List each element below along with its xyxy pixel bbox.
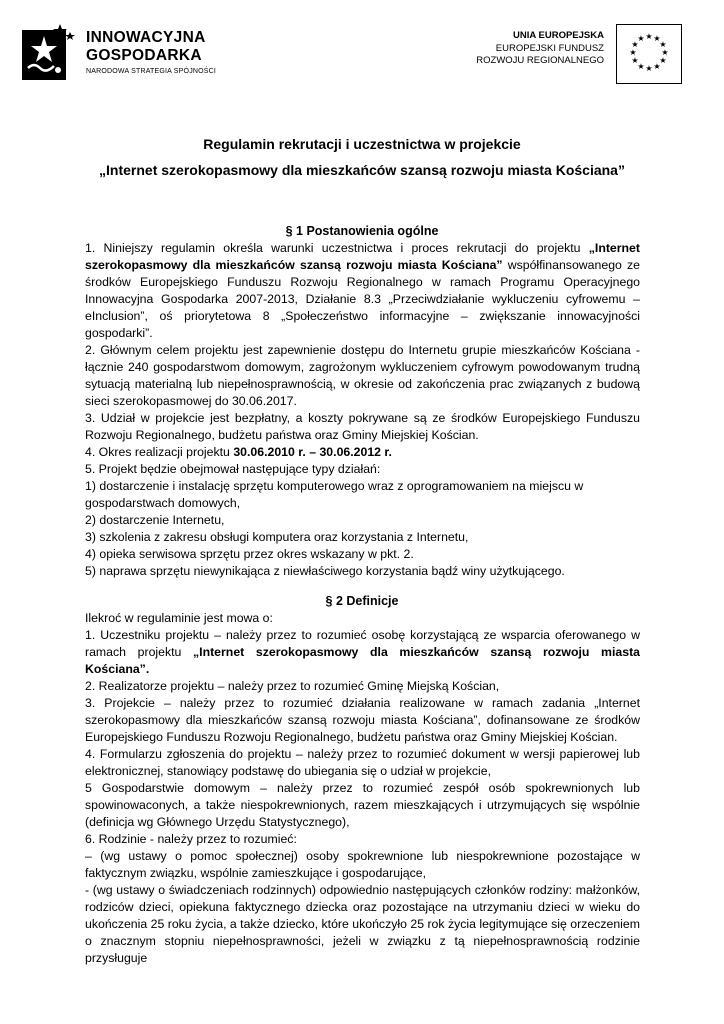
definition-2: 2. Realizatorze projektu – należy przez to rozumieć Gminę Miejską Kościan, xyxy=(85,679,500,693)
list-item: 3) szkolenia z zakresu obsługi komputera oraz korzystania z Internetu, xyxy=(85,530,469,544)
document-title-line-1: Regulamin rekrutacji i uczestnictwa w projekcie xyxy=(203,136,521,152)
svg-text:★: ★ xyxy=(653,62,661,71)
section-2-heading: § 2 Definicje xyxy=(325,594,399,608)
logo-line-2: GOSPODARKA xyxy=(86,47,202,64)
definition-6: 6. Rodzinie - należy przez to rozumieć: xyxy=(85,832,297,846)
svg-text:★: ★ xyxy=(645,32,653,41)
paragraph-4-text: 4. Okres realizacji projektu xyxy=(85,445,234,459)
innowacyjna-gospodarka-logo xyxy=(20,20,250,82)
star-figure-icon xyxy=(20,24,82,82)
paragraph-5: 5. Projekt będzie obejmował następujące typy działań: xyxy=(85,462,381,476)
eu-line-1: UNIA EUROPEJSKA xyxy=(513,30,604,41)
paragraph-1-text-cont: współfinansowanego ze środków Europejskiego Funduszu Rozwoju Regionalnego w ramach Programu Operacyjnego Innowacyjna Gospodarka 2007-2013, Działanie 8.3 „Przeciwdziałanie wykluczeniu cyfrowemu – eInclusion”, oś priorytetowa 8 „Społeczeństwo informacyjne – zwiększanie innowacyjności gospodarki”. xyxy=(85,258,640,340)
paragraph-3: 3. Udział w projekcie jest bezpłatny, a koszty pokrywane są ze środków Europejskiego Funduszu Rozwoju Regionalnego, budżetu państwa oraz Gminy Miejskiej Kościan. xyxy=(85,411,640,442)
logo-line-1: INNOWACYJNA xyxy=(86,29,206,46)
section-1-body xyxy=(85,240,640,580)
svg-text:★: ★ xyxy=(645,64,653,73)
svg-text:★: ★ xyxy=(659,56,667,65)
eu-logo xyxy=(466,22,696,84)
svg-text:★: ★ xyxy=(631,56,639,65)
paragraph-4 xyxy=(85,444,640,461)
eu-line-2: EUROPEJSKI FUNDUSZ xyxy=(495,42,604,54)
list-item: 2) dostarczenie Internetu, xyxy=(85,513,225,527)
eu-flag-icon xyxy=(616,24,682,84)
svg-text:★: ★ xyxy=(659,40,667,49)
paragraph-2: 2. Głównym celem projektu jest zapewnienie dostępu do Internetu grupie mieszkańców Kościana - łącznie 240 gospodarstwom domowym, zagrożonym wykluczeniem cyfrowym powodowanym trudną sytuacją materialną lub niepełnosprawnością, w okresie od zakończenia prac związanych z budową sieci szerokopasmowej do 30.06.2017. xyxy=(85,343,640,408)
section-2-body xyxy=(85,610,640,967)
eu-logo-text xyxy=(466,30,604,68)
project-name-bold: „Internet szerokopasmowy dla mieszkańców szansą rozwoju miasta Kościana”. xyxy=(85,645,640,676)
definition-5: 5 Gospodarstwie domowym – należy przez to rozumieć zespół osób spokrewnionych lub spowinowaconych, a także niespokrewnionych, razem mieszkających i utrzymujących się wspólnie (definicja wg Głównego Urzędu Statystycznego), xyxy=(85,781,640,829)
svg-text:★: ★ xyxy=(637,34,645,43)
project-name-bold: „Internet szerokopasmowy dla mieszkańców szansą rozwoju miasta Kościana” xyxy=(85,241,640,272)
eu-line-3: ROZWOJU REGIONALNEGO xyxy=(476,55,604,66)
svg-text:★: ★ xyxy=(637,62,645,71)
definition-1 xyxy=(85,627,640,678)
definition-1-text: 1. Uczestniku projektu – należy przez to rozumieć osobę korzystającą ze wsparcia oferowanego w ramach projektu xyxy=(85,628,640,659)
list-item: 4) opieka serwisowa sprzętu przez okres wskazany w pkt. 2. xyxy=(85,547,414,561)
definition-3: 3. Projekcie – należy przez to rozumieć działania realizowane w ramach zadania „Internet szerokopasmowy dla mieszkańców szansą rozwoju miasta Kościana”, dofinansowane ze środków Europejskiego Funduszu Rozwoju Regionalnego, budżetu państwa oraz Gminy Miejskiej Kościan. xyxy=(85,696,640,744)
document-title-line-2: „Internet szerokopasmowy dla mieszkańców szansą rozwoju miasta Kościana” xyxy=(99,162,625,178)
definitions-intro: Ilekroć w regulaminie jest mowa o: xyxy=(85,611,273,625)
svg-text:★: ★ xyxy=(629,48,637,57)
section-1-heading: § 1 Postanowienia ogólne xyxy=(285,224,439,238)
svg-text:★: ★ xyxy=(631,40,639,49)
svg-text:★: ★ xyxy=(653,34,661,43)
project-period-bold: 30.06.2010 r. – 30.06.2012 r. xyxy=(233,445,392,459)
list-item: 1) dostarczenie i instalację sprzętu komputerowego wraz z oprogramowaniem na miejscu w gospodarstwach domowych, xyxy=(85,479,584,510)
svg-text:★: ★ xyxy=(661,48,669,57)
paragraph-1-text: 1. Niniejszy regulamin określa warunki uczestnictwa i proces rekrutacji do projektu xyxy=(85,241,589,255)
logo-line-3: NARODOWA STRATEGIA SPÓJNOŚCI xyxy=(86,68,217,75)
definition-6b: - (wg ustawy o świadczeniach rodzinnych) odpowiednio następujących członków rodziny: małżonków, rodziców dzieci, opiekuna faktycznego dziecka oraz pozostające na utrzymaniu dzieci w wieku do ukończenia 25 roku życia, a także dziecko, które ukończyło 25 rok życia legitymujące się orzeczeniem o znacznym stopniu niepełnosprawności, jeżeli w związku z tą niepełnosprawnością rodzinie przysługuje xyxy=(85,883,640,965)
list-item: 5) naprawa sprzętu niewynikająca z niewłaściwego korzystania bądź winy użytkującego. xyxy=(85,564,565,578)
paragraph-1 xyxy=(85,240,640,342)
definition-4: 4. Formularzu zgłoszenia do projektu – należy przez to rozumieć dokument w wersji papierowej lub elektronicznej, stanowiący podstawę do ubiegania się o udział w projekcie, xyxy=(85,747,640,778)
definition-6a: – (wg ustawy o pomoc społecznej) osoby spokrewnione lub niespokrewnione pozostające w faktycznym związku, wspólnie zamieszkujące i gospodarujące, xyxy=(85,849,640,880)
